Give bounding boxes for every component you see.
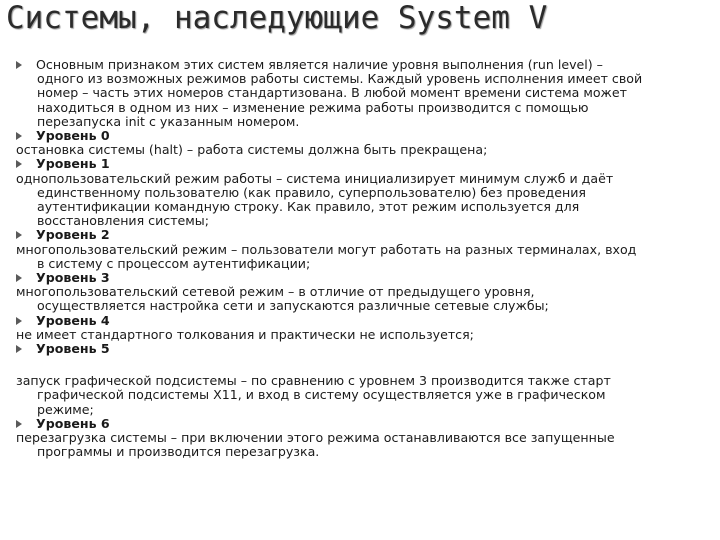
level-heading: Уровень 2 [16, 228, 716, 242]
level-heading: Уровень 6 [16, 417, 716, 431]
intro-line: находиться в одном из них – изменение режима работы производится с помощью [37, 99, 589, 115]
level-description: запуск графической подсистемы – по сравнению с уровнем 3 производится также старт графической подсистемы X11, и вход в систему осуществляется уже в графическом режиме; [16, 373, 611, 417]
triangle-bullet-icon [16, 317, 22, 325]
spacer [16, 356, 716, 374]
intro-line: перезапуска init с указанным номером. [37, 113, 300, 129]
slide-title: Системы, наследующие System V [6, 0, 548, 36]
level-description: многопользовательский сетевой режим – в отличие от предыдущего уровня, осуществляется настройка сети и запускаются различные сетевые службы; [16, 284, 549, 314]
triangle-bullet-icon [16, 132, 22, 140]
level-heading: Уровень 1 [16, 157, 716, 171]
level-heading: Уровень 0 [16, 129, 716, 143]
intro-paragraph [16, 58, 716, 129]
level-description: многопользовательский режим – пользователи могут работать на разных терминалах, вход в систему с процессом аутентификации; [16, 241, 637, 271]
intro-line: номер – часть этих номеров стандартизована. В любой момент времени система может [37, 85, 627, 101]
level-description: перезагрузка системы – при включении этого режима останавливаются все запущенные программы и производится перезагрузка. [16, 430, 615, 460]
slide-content [16, 58, 716, 459]
level-description: остановка системы (halt) – работа системы должна быть прекращена; [16, 142, 488, 158]
triangle-bullet-icon [16, 61, 22, 69]
level-description: однопользовательский режим работы – система инициализирует минимум служб и даёт единственному пользователю (как правило, суперпользователю) без проведения аутентификации командную строку. Как правило, этот режим используется для восстановления системы; [16, 170, 614, 229]
level-heading: Уровень 3 [16, 271, 716, 285]
triangle-bullet-icon [16, 274, 22, 282]
triangle-bullet-icon [16, 160, 22, 168]
level-heading: Уровень 4 [16, 314, 716, 328]
triangle-bullet-icon [16, 420, 22, 428]
intro-line: Основным признаком этих систем является наличие уровня выполнения (run level) – [36, 57, 603, 72]
triangle-bullet-icon [16, 345, 22, 353]
level-description: не имеет стандартного толкования и практически не используется; [16, 326, 474, 342]
triangle-bullet-icon [16, 231, 22, 239]
intro-line: одного из возможных режимов работы системы. Каждый уровень исполнения имеет свой [37, 71, 643, 87]
level-heading: Уровень 5 [16, 342, 716, 356]
